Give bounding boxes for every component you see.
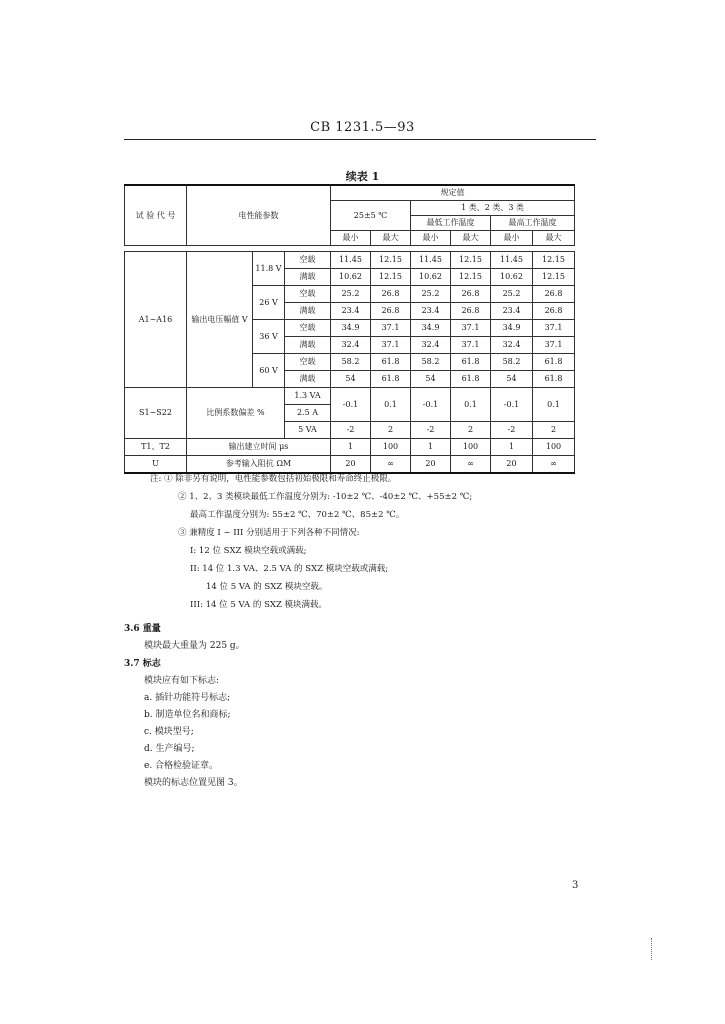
page-number: 3 xyxy=(572,880,579,891)
value-cell: 26.8 xyxy=(451,286,491,303)
head-max: 最大 xyxy=(451,231,491,246)
value-cell: 54 xyxy=(491,371,533,388)
value-cell: 11.45 xyxy=(331,252,371,269)
value-cell: 26.8 xyxy=(533,303,575,320)
voltage-level: 36 V xyxy=(253,320,285,354)
load-state: 空载 xyxy=(285,286,331,303)
ratio-load: 2.5 A xyxy=(285,405,331,422)
value-cell: 26.8 xyxy=(371,286,411,303)
standard-code-header: CB 1231.5—93 xyxy=(310,120,415,135)
value-cell: 54 xyxy=(331,371,371,388)
value-cell: 20 xyxy=(411,456,451,474)
value-cell: 25.2 xyxy=(331,286,371,303)
value-cell: 0.1 xyxy=(451,388,491,422)
value-cell: 1 xyxy=(411,439,451,456)
section-3-6 xyxy=(124,621,245,655)
value-cell: 10.62 xyxy=(331,269,371,286)
note-2-cont: 最高工作温度分别为: 55±2 ℃、70±2 ℃、85±2 ℃。 xyxy=(190,510,405,520)
load-state: 空载 xyxy=(285,354,331,371)
note-1: 注: ① 除非另有说明，电性能参数包括初始极限和寿命终止极限。 xyxy=(150,474,397,484)
head-test-code: 试 验 代 号 xyxy=(125,185,187,246)
value-cell: 12.15 xyxy=(533,269,575,286)
value-cell: 61.8 xyxy=(451,371,491,388)
note-3-item-2-cont: 14 位 5 VA 的 SXZ 模块空载。 xyxy=(206,582,328,592)
mark-item-b: b. 制造单位名和商标; xyxy=(144,710,231,720)
value-cell: 37.1 xyxy=(533,320,575,337)
time-param: 输出建立时间 μs xyxy=(187,439,331,456)
head-min: 最小 xyxy=(331,231,371,246)
value-cell: 12.15 xyxy=(533,252,575,269)
value-cell: 10.62 xyxy=(411,269,451,286)
electrical-parameter-table xyxy=(124,184,575,246)
value-cell: 0.1 xyxy=(371,388,411,422)
table-notes xyxy=(150,470,472,614)
load-state: 满载 xyxy=(285,303,331,320)
value-cell: 37.1 xyxy=(533,337,575,354)
value-cell: -0.1 xyxy=(331,388,371,422)
note-2: ② 1、2、3 类模块最低工作温度分别为: -10±2 ℃、-40±2 ℃、+55±2 ℃; xyxy=(178,492,473,502)
value-cell: 11.45 xyxy=(411,252,451,269)
value-cell: 23.4 xyxy=(331,303,371,320)
value-cell: 37.1 xyxy=(451,320,491,337)
value-cell: 100 xyxy=(533,439,575,456)
value-cell: 37.1 xyxy=(451,337,491,354)
value-cell: 25.2 xyxy=(411,286,451,303)
value-cell: 32.4 xyxy=(491,337,533,354)
value-cell: 2 xyxy=(533,422,575,439)
section-3-6-title: 3.6 重量 xyxy=(124,624,161,634)
voltage-test-code: A1~A16 xyxy=(125,252,187,388)
value-cell: 26.8 xyxy=(371,303,411,320)
head-param: 电性能参数 xyxy=(187,185,331,246)
note-3: ③ 兼精度 I ~ III 分别适用于下列各种不同情况: xyxy=(178,528,360,538)
electrical-parameter-table-body xyxy=(124,251,575,474)
value-cell: 20 xyxy=(491,456,533,474)
mark-item-e: e. 合格检验证章。 xyxy=(144,761,219,771)
value-cell: 1 xyxy=(491,439,533,456)
section-3-7-outro: 模块的标志位置见图 3。 xyxy=(144,778,243,788)
section-3-7 xyxy=(124,656,243,792)
head-max: 最大 xyxy=(533,231,575,246)
value-cell: 11.45 xyxy=(491,252,533,269)
value-cell: 100 xyxy=(371,439,411,456)
value-cell: 26.8 xyxy=(451,303,491,320)
value-cell: 26.8 xyxy=(533,286,575,303)
value-cell: 61.8 xyxy=(371,371,411,388)
value-cell: -2 xyxy=(331,422,371,439)
value-cell: 37.1 xyxy=(371,337,411,354)
value-cell: 20 xyxy=(331,456,371,474)
value-cell: 37.1 xyxy=(371,320,411,337)
mark-item-d: d. 生产编号; xyxy=(144,744,195,754)
note-3-item-1: I: 12 位 SXZ 模块空载或满载; xyxy=(190,546,307,556)
value-cell: 100 xyxy=(451,439,491,456)
value-cell: 54 xyxy=(411,371,451,388)
note-3-item-3: III: 14 位 5 VA 的 SXZ 模块满载。 xyxy=(190,600,328,610)
section-3-7-title: 3.7 标志 xyxy=(124,659,161,669)
value-cell: 32.4 xyxy=(411,337,451,354)
load-state: 满载 xyxy=(285,337,331,354)
load-state: 空载 xyxy=(285,320,331,337)
value-cell: 12.15 xyxy=(451,269,491,286)
value-cell: 58.2 xyxy=(331,354,371,371)
table-title: 续表 1 xyxy=(345,170,380,183)
value-cell: 23.4 xyxy=(411,303,451,320)
value-cell: 12.15 xyxy=(371,269,411,286)
value-cell: 2 xyxy=(371,422,411,439)
value-cell: 34.9 xyxy=(411,320,451,337)
voltage-level: 26 V xyxy=(253,286,285,320)
load-state: 空载 xyxy=(285,252,331,269)
value-cell: 10.62 xyxy=(491,269,533,286)
ratio-param: 比例系数偏差 % xyxy=(187,388,285,439)
head-max: 最大 xyxy=(371,231,411,246)
imp-test-code: U xyxy=(125,456,187,474)
ratio-load: 5 VA xyxy=(285,422,331,439)
voltage-param: 输出电压幅值 V xyxy=(187,252,253,388)
header-rule xyxy=(124,139,596,140)
ratio-load: 1.3 VA xyxy=(285,388,331,405)
load-state: 满载 xyxy=(285,371,331,388)
value-cell: ∞ xyxy=(371,456,411,474)
value-cell: 12.15 xyxy=(451,252,491,269)
time-test-code: T1、T2 xyxy=(125,439,187,456)
section-3-6-body: 模块最大重量为 225 g。 xyxy=(144,641,245,651)
value-cell: 25.2 xyxy=(491,286,533,303)
head-spec: 规定值 xyxy=(331,185,575,201)
scan-marks xyxy=(651,938,654,960)
value-cell: 61.8 xyxy=(533,371,575,388)
value-cell: 0.1 xyxy=(533,388,575,422)
head-classes: 1 类、2 类、3 类 xyxy=(411,201,575,216)
value-cell: 61.8 xyxy=(451,354,491,371)
head-min: 最小 xyxy=(491,231,533,246)
value-cell: 32.4 xyxy=(331,337,371,354)
value-cell: 61.8 xyxy=(533,354,575,371)
value-cell: 2 xyxy=(451,422,491,439)
value-cell: -0.1 xyxy=(491,388,533,422)
head-temp-25: 25±5 ℃ xyxy=(331,201,411,231)
head-min-temp: 最低工作温度 xyxy=(411,216,491,231)
value-cell: -0.1 xyxy=(411,388,451,422)
note-3-item-2: II: 14 位 1.3 VA、2.5 VA 的 SXZ 模块空载或满载; xyxy=(190,564,389,574)
value-cell: 34.9 xyxy=(491,320,533,337)
value-cell: 34.9 xyxy=(331,320,371,337)
voltage-level: 11.8 V xyxy=(253,252,285,286)
value-cell: 61.8 xyxy=(371,354,411,371)
value-cell: 1 xyxy=(331,439,371,456)
value-cell: -2 xyxy=(491,422,533,439)
voltage-level: 60 V xyxy=(253,354,285,388)
value-cell: 58.2 xyxy=(411,354,451,371)
section-3-7-intro: 模块应有如下标志: xyxy=(144,676,220,686)
imp-param: 参考输入阻抗 ΩM xyxy=(187,456,331,474)
head-max-temp: 最高工作温度 xyxy=(491,216,575,231)
value-cell: -2 xyxy=(411,422,451,439)
value-cell: 23.4 xyxy=(491,303,533,320)
head-min: 最小 xyxy=(411,231,451,246)
value-cell: 12.15 xyxy=(371,252,411,269)
value-cell: 58.2 xyxy=(491,354,533,371)
load-state: 满载 xyxy=(285,269,331,286)
mark-item-c: c. 模块型号; xyxy=(144,727,194,737)
ratio-test-code: S1~S22 xyxy=(125,388,187,439)
mark-item-a: a. 插针功能符号标志; xyxy=(144,693,231,703)
value-cell: ∞ xyxy=(533,456,575,474)
value-cell: ∞ xyxy=(451,456,491,474)
